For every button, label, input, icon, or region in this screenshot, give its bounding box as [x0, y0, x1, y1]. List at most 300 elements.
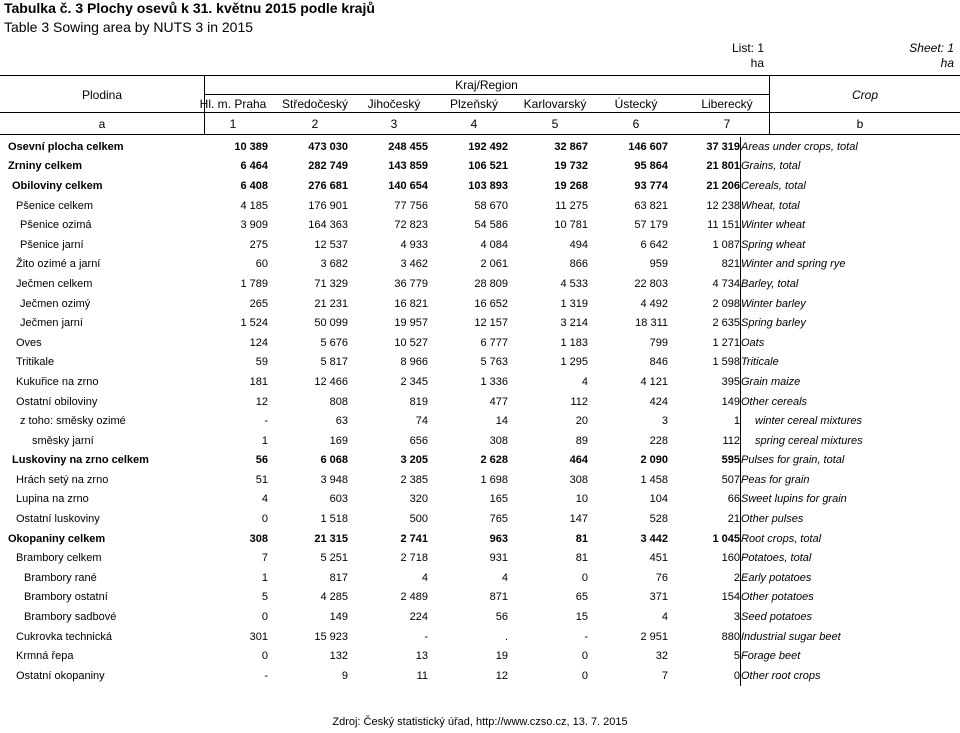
crop-name-en: Cereals, total: [741, 179, 806, 192]
value-cell: -: [264, 669, 268, 682]
value-cell: 81: [575, 532, 588, 545]
crop-name-cz: Ječmen celkem: [16, 277, 93, 290]
header-bottom-rule: [0, 112, 960, 113]
value-cell: 1 598: [668, 353, 741, 373]
value-cell: 276 681: [308, 179, 348, 192]
value-cell: 2 345: [400, 375, 428, 388]
value-cell: 28 809: [474, 277, 508, 290]
value-cell: 3 214: [560, 317, 588, 330]
crop-header: Crop: [851, 88, 878, 102]
value-cell: 5: [261, 591, 268, 604]
value-cell: 51: [255, 473, 268, 486]
table-row: [0, 490, 945, 510]
crop-name-cz: Brambory ostatní: [24, 591, 108, 604]
value-cell: 2 385: [400, 473, 428, 486]
source-footer: Zdroj: Český statistický úřad, http://www.czso.cz, 13. 7. 2015: [332, 716, 628, 728]
value-cell: 93 774: [634, 179, 668, 192]
crop-name-en: Sweet lupins for grain: [741, 493, 847, 506]
value-cell: 72 823: [394, 219, 428, 232]
crop-name-en: Potatoes, total: [741, 552, 812, 565]
value-cell: 15: [575, 611, 588, 624]
value-cell: 1 518: [320, 513, 348, 526]
value-cell: -: [424, 630, 428, 643]
value-cell: 959: [649, 258, 668, 271]
value-cell: 7: [661, 669, 668, 682]
value-cell: 3 682: [320, 258, 348, 271]
value-cell: 3 909: [240, 219, 268, 232]
value-cell: 4 492: [640, 297, 668, 310]
value-cell: 36 779: [394, 277, 428, 290]
value-cell: 66: [668, 490, 741, 510]
value-cell: -: [264, 415, 268, 428]
title-english: Table 3 Sowing area by NUTS 3 in 2015: [4, 19, 254, 35]
value-cell: 1 698: [480, 473, 508, 486]
value-cell: 1: [261, 434, 268, 447]
region-header-rule: [204, 94, 770, 95]
value-cell: 1 271: [668, 333, 741, 353]
crop-name-en: Spring barley: [741, 317, 806, 330]
value-cell: 871: [489, 591, 508, 604]
value-cell: 528: [649, 513, 668, 526]
value-cell: 4 084: [480, 238, 508, 251]
value-cell: 228: [649, 434, 668, 447]
crop-name-en: Winter and spring rye: [741, 258, 846, 271]
value-cell: 181: [249, 375, 268, 388]
crop-name-cz: Hrách setý na zrno: [16, 473, 109, 486]
value-cell: 424: [649, 395, 668, 408]
crop-name-en: Grain maize: [741, 375, 801, 388]
value-cell: 308: [489, 434, 508, 447]
value-cell: 9: [341, 669, 348, 682]
value-cell: 603: [329, 493, 348, 506]
crop-name-en: Pulses for grain, total: [741, 454, 845, 467]
value-cell: 164 363: [308, 219, 348, 232]
crop-name-cz: z toho: směsky ozimé: [20, 415, 126, 428]
table-row: [0, 137, 945, 157]
value-cell: 4: [421, 571, 428, 584]
crop-name-en: Other potatoes: [741, 591, 814, 604]
value-cell: 473 030: [308, 140, 348, 153]
value-cell: 0: [581, 650, 588, 663]
value-cell: 32: [655, 650, 668, 663]
value-cell: 224: [409, 611, 428, 624]
value-cell: 3: [661, 415, 668, 428]
value-cell: 3 462: [400, 258, 428, 271]
unit-label-en: ha: [940, 56, 954, 70]
table-row: [0, 588, 945, 608]
value-cell: 13: [415, 650, 428, 663]
table-row: [0, 568, 945, 588]
crop-name-cz: Cukrovka technická: [16, 630, 112, 643]
value-cell: 808: [329, 395, 348, 408]
value-cell: 1 295: [560, 356, 588, 369]
crop-name-cz: Ostatní obiloviny: [16, 395, 98, 408]
value-cell: 21 231: [314, 297, 348, 310]
region-col-header: Hl. m. Praha: [199, 97, 267, 111]
value-cell: 10 527: [394, 336, 428, 349]
value-cell: 160: [668, 548, 741, 568]
crop-name-cz: Zrniny celkem: [8, 160, 82, 173]
value-cell: 6 464: [240, 160, 268, 173]
value-cell: 16 652: [474, 297, 508, 310]
value-cell: 5 817: [320, 356, 348, 369]
value-cell: 95 864: [634, 160, 668, 173]
value-cell: 104: [649, 493, 668, 506]
table-row: [0, 196, 945, 216]
region-col-header: Liberecký: [701, 97, 753, 111]
crop-name-cz: Lupina na zrno: [16, 493, 89, 506]
sheet-label: Sheet: 1: [909, 41, 954, 55]
value-cell: 963: [489, 532, 508, 545]
crop-name-cz: Ostatní luskoviny: [16, 513, 100, 526]
value-cell: 77 756: [394, 199, 428, 212]
table-row: [0, 333, 945, 353]
crop-name-en: Winter barley: [741, 297, 806, 310]
crop-name-cz: Ječmen ozimý: [20, 297, 91, 310]
value-cell: 4: [581, 375, 588, 388]
value-cell: 1 183: [560, 336, 588, 349]
value-cell: 5: [668, 646, 741, 666]
crop-name-cz: Ostatní okopaniny: [16, 669, 105, 682]
crop-name-cz: Tritikale: [16, 356, 55, 369]
value-cell: 4 533: [560, 277, 588, 290]
crop-name-en: Winter wheat: [741, 219, 806, 232]
value-cell: 103 893: [468, 179, 508, 192]
value-cell: 192 492: [468, 140, 508, 153]
value-cell: 320: [409, 493, 428, 506]
value-cell: 37 319: [668, 137, 741, 157]
crop-name-en: spring cereal mixtures: [755, 434, 863, 447]
crop-name-en: Grains, total: [741, 160, 801, 173]
value-cell: 656: [409, 434, 428, 447]
table-row: [0, 666, 945, 686]
table-row: [0, 411, 945, 431]
value-cell: 65: [575, 591, 588, 604]
value-cell: 11: [416, 669, 428, 682]
table-row: [0, 235, 945, 255]
value-cell: 3 442: [640, 532, 668, 545]
value-cell: 799: [649, 336, 668, 349]
region-col-header: Středočeský: [281, 97, 349, 111]
list-label: List: 1: [731, 41, 764, 55]
table-row: [0, 215, 945, 235]
crop-name-en: Barley, total: [741, 277, 799, 290]
value-cell: 56: [255, 454, 268, 467]
value-cell: 10 781: [554, 219, 588, 232]
value-cell: 12 537: [314, 238, 348, 251]
value-cell: 817: [329, 571, 348, 584]
value-cell: 21 801: [668, 157, 741, 177]
crop-name-cz: Oves: [16, 336, 42, 349]
crop-name-en: Other cereals: [741, 395, 808, 408]
value-cell: 308: [569, 473, 588, 486]
crop-name-en: winter cereal mixtures: [755, 415, 862, 428]
value-cell: -: [584, 630, 588, 643]
table-row: [0, 392, 945, 412]
value-cell: 4: [261, 493, 268, 506]
value-cell: 4 933: [400, 238, 428, 251]
value-cell: 1 319: [560, 297, 588, 310]
column-code: 5: [551, 117, 559, 131]
value-cell: 4 185: [240, 199, 268, 212]
value-cell: 140 654: [388, 179, 428, 192]
value-cell: 112: [570, 395, 588, 408]
value-cell: .: [504, 630, 508, 643]
value-cell: 6 777: [480, 336, 508, 349]
value-cell: 14: [495, 415, 508, 428]
value-cell: 866: [569, 258, 588, 271]
value-cell: 19 957: [394, 317, 428, 330]
value-cell: 880: [668, 627, 741, 647]
value-cell: 8 966: [400, 356, 428, 369]
value-cell: 59: [255, 356, 268, 369]
plodina-header: Plodina: [81, 88, 123, 102]
table-row: [0, 646, 945, 666]
value-cell: 19: [495, 650, 508, 663]
value-cell: 0: [581, 571, 588, 584]
value-cell: 0: [261, 650, 268, 663]
table-row: [0, 353, 945, 373]
value-cell: 89: [575, 434, 588, 447]
crop-name-cz: směsky jarní: [32, 434, 94, 447]
value-cell: 63: [335, 415, 348, 428]
value-cell: 1 045: [668, 529, 741, 549]
value-cell: 112: [668, 431, 741, 451]
column-code: a: [98, 117, 106, 131]
table-row: [0, 176, 945, 196]
column-code: 6: [632, 117, 640, 131]
region-col-header: Plzeňský: [449, 97, 499, 111]
code-row-rule: [0, 134, 960, 135]
value-cell: 11 151: [668, 215, 741, 235]
table-row: [0, 470, 945, 490]
crop-name-cz: Pšenice ozimá: [20, 219, 92, 232]
value-cell: 3 205: [400, 454, 428, 467]
value-cell: 12 466: [314, 375, 348, 388]
value-cell: 176 901: [308, 199, 348, 212]
value-cell: 846: [649, 356, 668, 369]
value-cell: 0: [261, 513, 268, 526]
crop-name-cz: Luskoviny na zrno celkem: [12, 454, 149, 467]
value-cell: 301: [249, 630, 268, 643]
crop-name-cz: Osevní plocha celkem: [8, 140, 124, 153]
title-czech: Tabulka č. 3 Plochy osevů k 31. květnu 2015 podle krajů: [4, 0, 375, 16]
value-cell: 54 586: [474, 219, 508, 232]
table-row: [0, 372, 945, 392]
value-cell: 50 099: [314, 317, 348, 330]
value-cell: 7: [261, 552, 268, 565]
table-row: [0, 255, 945, 275]
value-cell: 21 315: [314, 532, 348, 545]
value-cell: 60: [255, 258, 268, 271]
value-cell: 12: [255, 395, 268, 408]
value-cell: 1 336: [480, 375, 508, 388]
value-cell: 15 923: [314, 630, 348, 643]
table-row: [0, 431, 945, 451]
value-cell: 4 734: [668, 274, 741, 294]
value-cell: 308: [249, 532, 268, 545]
value-cell: 22 803: [634, 277, 668, 290]
column-code: b: [856, 117, 864, 131]
table-row: [0, 548, 945, 568]
table-row: [0, 607, 945, 627]
value-cell: 74: [415, 415, 428, 428]
crop-name-cz: Pšenice celkem: [16, 199, 94, 212]
value-cell: 395: [668, 372, 741, 392]
value-cell: 12 157: [474, 317, 508, 330]
value-cell: 2 741: [400, 532, 428, 545]
value-cell: 154: [668, 588, 741, 608]
value-cell: 5 676: [320, 336, 348, 349]
value-cell: 4 285: [320, 591, 348, 604]
value-cell: 10: [575, 493, 588, 506]
value-cell: 275: [249, 238, 268, 251]
value-cell: 169: [329, 434, 348, 447]
crop-name-cz: Brambory sadbové: [24, 611, 117, 624]
crop-name-cz: Brambory rané: [24, 571, 97, 584]
value-cell: 371: [649, 591, 668, 604]
value-cell: 0: [261, 611, 268, 624]
value-cell: 282 749: [308, 160, 348, 173]
table-row: [0, 313, 945, 333]
column-code: 3: [390, 117, 398, 131]
value-cell: 63 821: [634, 199, 668, 212]
crop-name-cz: Kukuřice na zrno: [16, 375, 99, 388]
region-col-header: Ústecký: [614, 97, 658, 111]
crop-name-en: Other root crops: [741, 669, 821, 682]
value-cell: 464: [569, 454, 588, 467]
crop-name-cz: Obiloviny celkem: [12, 179, 103, 192]
value-cell: 500: [409, 513, 428, 526]
value-cell: 57 179: [634, 219, 668, 232]
value-cell: 6 068: [320, 454, 348, 467]
value-cell: 1: [668, 411, 741, 431]
value-cell: 124: [249, 336, 268, 349]
value-cell: 132: [329, 650, 348, 663]
crop-name-en: Areas under crops, total: [741, 140, 858, 153]
value-cell: 1 458: [640, 473, 668, 486]
crop-name-en: Forage beet: [741, 650, 801, 663]
value-cell: 4: [501, 571, 508, 584]
table-row: [0, 294, 945, 314]
column-code: 4: [470, 117, 478, 131]
value-cell: 16 821: [394, 297, 428, 310]
value-cell: 2 635: [668, 313, 741, 333]
value-cell: 3 948: [320, 473, 348, 486]
column-code: 1: [229, 117, 237, 131]
value-cell: 1 789: [240, 277, 268, 290]
region-header: Kraj/Region: [455, 78, 518, 92]
value-cell: 765: [489, 513, 508, 526]
value-cell: 106 521: [468, 160, 508, 173]
value-cell: 146 607: [628, 140, 668, 153]
region-col-header: Jihočeský: [367, 97, 421, 111]
value-cell: 19 732: [554, 160, 588, 173]
value-cell: 76: [655, 571, 668, 584]
crop-name-en: Triticale: [741, 356, 779, 369]
value-cell: 12: [495, 669, 508, 682]
value-cell: 2 061: [480, 258, 508, 271]
crop-name-en: Root crops, total: [741, 532, 822, 545]
value-cell: 81: [575, 552, 588, 565]
crop-name-en: Seed potatoes: [741, 611, 812, 624]
crop-name-en: Early potatoes: [741, 571, 812, 584]
value-cell: 3: [668, 607, 741, 627]
value-cell: 2 098: [668, 294, 741, 314]
sowing-area-table: [0, 137, 945, 686]
value-cell: 1 087: [668, 235, 741, 255]
value-cell: 821: [668, 255, 741, 275]
value-cell: 595: [668, 451, 741, 471]
column-code: 2: [311, 117, 319, 131]
value-cell: 819: [409, 395, 428, 408]
value-cell: 32 867: [554, 140, 588, 153]
crop-name-en: Wheat, total: [741, 199, 800, 212]
value-cell: 71 329: [314, 277, 348, 290]
value-cell: 149: [668, 392, 741, 412]
value-cell: 5 763: [480, 356, 508, 369]
crop-name-cz: Brambory celkem: [16, 552, 102, 565]
column-code: 7: [723, 117, 731, 131]
value-cell: 265: [249, 297, 268, 310]
crop-name-en: Other pulses: [741, 513, 804, 526]
crop-name-en: Spring wheat: [741, 238, 806, 251]
value-cell: 2: [668, 568, 741, 588]
value-cell: 5 251: [320, 552, 348, 565]
value-cell: 2 718: [400, 552, 428, 565]
value-cell: 6 408: [240, 179, 268, 192]
table-row: [0, 451, 945, 471]
value-cell: 56: [495, 611, 508, 624]
region-col-header: Karlovarský: [523, 97, 587, 111]
unit-label-cz: ha: [750, 56, 764, 70]
value-cell: 4: [661, 611, 668, 624]
value-cell: 0: [581, 669, 588, 682]
value-cell: 0: [668, 666, 741, 686]
value-cell: 931: [489, 552, 508, 565]
value-cell: 6 642: [640, 238, 668, 251]
table-row: [0, 509, 945, 529]
crop-name-cz: Okopaniny celkem: [8, 532, 106, 545]
value-cell: 165: [489, 493, 508, 506]
value-cell: 19 268: [554, 179, 588, 192]
value-cell: 1: [261, 571, 268, 584]
value-cell: 143 859: [388, 160, 428, 173]
value-cell: 1 524: [240, 317, 268, 330]
crop-name-cz: Krmná řepa: [16, 650, 74, 663]
value-cell: 21: [668, 509, 741, 529]
value-cell: 2 951: [640, 630, 668, 643]
value-cell: 451: [649, 552, 668, 565]
value-cell: 10 389: [234, 140, 268, 153]
table-row: [0, 529, 945, 549]
value-cell: 12 238: [668, 196, 741, 216]
value-cell: 58 670: [474, 199, 508, 212]
value-cell: 21 206: [668, 176, 741, 196]
value-cell: 149: [329, 611, 348, 624]
value-cell: 20: [575, 415, 588, 428]
value-cell: 4 121: [640, 375, 668, 388]
header-top-rule: [0, 75, 960, 76]
value-cell: 147: [569, 513, 588, 526]
crop-name-cz: Pšenice jarní: [20, 238, 84, 251]
table-row: [0, 157, 945, 177]
crop-name-cz: Žito ozimé a jarní: [16, 258, 101, 271]
value-cell: 248 455: [388, 140, 428, 153]
crop-name-en: Industrial sugar beet: [741, 630, 841, 643]
crop-name-en: Oats: [741, 336, 765, 349]
crop-name-en: Peas for grain: [741, 473, 810, 486]
